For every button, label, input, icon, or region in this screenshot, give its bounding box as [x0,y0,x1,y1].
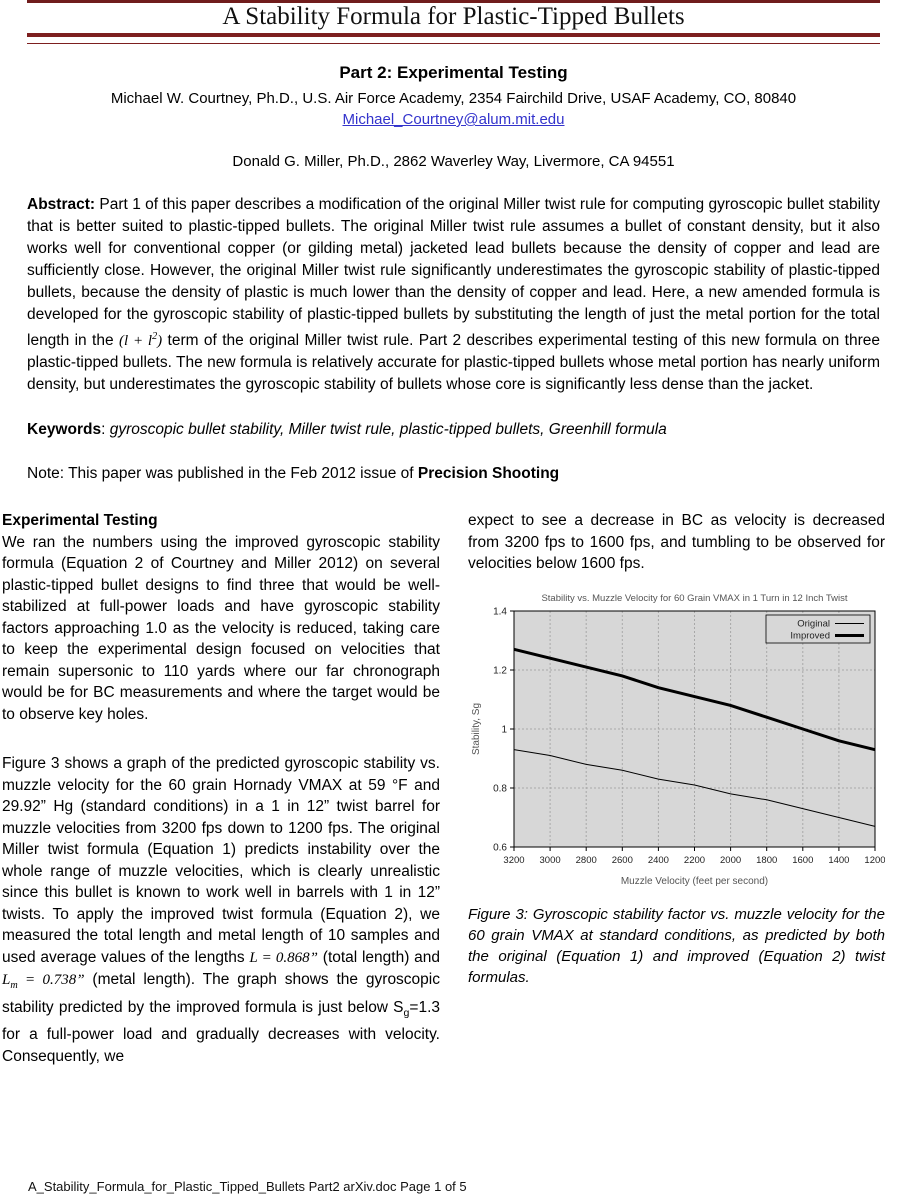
svg-text:1600: 1600 [792,854,814,866]
svg-text:1: 1 [501,724,507,735]
stability-chart-svg [468,589,885,891]
page-footer [28,1179,467,1194]
metal-length-value: $L_m = 0.738$” [2,972,85,991]
stability-chart [468,589,885,896]
keywords-line: Keywords: gyroscopic bullet stability, Miller twist rule, plastic-tipped bullets, Greenhill formula [27,421,667,438]
svg-text:Improved: Improved [790,630,830,641]
svg-text:1800: 1800 [756,854,778,866]
abstract-text-1: Part 1 of this paper describes a modification of the original Miller twist rule for computing gyroscopic bullet stability that is better suited to plastic-tipped bullets. The original Miller twist rule assumes a bullet of constant density, but it also works well for conventional copper (or gilding metal) jacketed lead bullets because the density of copper and lead are sufficiently close. However, the original Miller twist rule significantly underestimates the gyroscopic stability of plastic-tipped bullets, because the density of plastic is much lower than the density of copper and lead. Here, a new amended formula is developed for the gyroscopic stability of plastic-tipped bullets by substituting the length of just the metal portion for the total length in the [27,196,880,349]
left-paragraph-1: We ran the numbers using the improved gyroscopic stability formula (Equation 2 of Courtney and Miller 2012) on several plastic-tipped bullet designs to find three that would be well-stabilized at full-power loads and have gyroscopic stability factors approaching 1.0 as the velocity is reduced, taking care to keep the experimental design focused on velocities that remain supersonic to 110 yards where our far chronograph would be for BC measurements and where the target would be to observe key holes. [2,533,440,723]
svg-text:1.2: 1.2 [493,665,507,676]
figure-3-caption: Figure 3: Gyroscopic stability factor vs. muzzle velocity for the 60 grain VMAX at standard conditions, as predicted by both the original (Equation 1) and improved (Equation 2) twist formulas. [468,905,885,986]
abstract-paragraph [27,194,880,396]
svg-text:1200: 1200 [864,854,885,866]
svg-text:2800: 2800 [575,854,597,866]
keywords-label: Keywords [27,421,102,438]
publication-note: Note: This paper was published in the Feb 2012 issue of Precision Shooting [27,465,560,482]
svg-text:Muzzle Velocity (feet per seco: Muzzle Velocity (feet per second) [620,875,769,887]
svg-text:3000: 3000 [539,854,561,866]
title-bottom-rule-thick [27,33,880,37]
abstract-label: Abstract: [27,196,96,213]
paper-title: A Stability Formula for Plastic-Tipped Bullets [222,3,685,30]
paper-subtitle: Part 2: Experimental Testing [339,63,568,82]
svg-text:2000: 2000 [720,854,742,866]
publication-note-journal: Precision Shooting [417,465,560,482]
svg-text:0.8: 0.8 [493,783,507,794]
left-paragraph-2: Figure 3 shows a graph of the predicted gyroscopic stability vs. muzzle velocity for the 60 grain Hornady VMAX at 59 °F and 29.92” Hg (standard conditions) in a 1 in 12” twist barrel for muzzle velocities from 3200 fps down to 1200 fps. The original Miller twist formula (Equation 1) predicts instability over the whole range of muzzle velocities, which is clearly unrealistic since this bullet is known to work well in barrels with 1 in 12” twists. To apply the improved twist formula (Equation 2), we measured the total length and metal length of 10 samples and used average values of the lengths L = 0.868” (total length) and $L_m = 0.738$” (metal length). The graph shows the gyroscopic stability predicted by the improved formula is just below $S_g=1.3$ for a full-power load and gradually decreases with velocity. Consequently, we [2,755,440,1065]
total-length-value: L = 0.868” [249,949,319,966]
right-column [468,510,885,1067]
abstract-text-2: term of the original Miller twist rule. Part 2 describes experimental testing of this new formula on three plastic-tipped bullets. The new formula is relatively accurate for plastic-tipped bullets whose metal portion has nearly uniform density, but underestimates the gyroscopic stability of bullets whose core is significantly less dense than the jacket. [27,332,881,393]
svg-text:1400: 1400 [828,854,850,866]
svg-text:2600: 2600 [611,854,633,866]
section-heading-experimental-testing: Experimental Testing [2,512,158,529]
author-line-2: Donald G. Miller, Ph.D., 2862 Waverley Way, Livermore, CA 94551 [232,153,675,170]
email-line [0,111,907,128]
svg-text:1.4: 1.4 [493,606,507,617]
footer-filename: A_Stability_Formula_for_Plastic_Tipped_Bullets Part2 arXiv.doc [28,1179,397,1194]
svg-text:Stability, Sg: Stability, Sg [471,702,482,755]
footer-page-number: Page 1 of 5 [400,1179,467,1194]
figure-3 [468,589,885,988]
svg-text:Original: Original [797,618,830,629]
svg-text:3200: 3200 [503,854,525,866]
svg-text:0.6: 0.6 [493,842,507,853]
keywords-list: gyroscopic bullet stability, Miller twist rule, plastic-tipped bullets, Greenhill formula [109,421,667,438]
svg-text:2400: 2400 [647,854,669,866]
svg-text:Stability vs. Muzzle Velocity: Stability vs. Muzzle Velocity for 60 Grain VMAX in 1 Turn in 12 Inch Twist [541,592,848,604]
title-bottom-rule-thin [27,43,880,44]
abstract-inline-formula: $(l + l^2)$ [118,331,163,349]
email-link[interactable]: Michael_Courtney@alum.mit.edu [342,111,565,128]
author-line-1: Michael W. Courtney, Ph.D., U.S. Air Force Academy, 2354 Fairchild Drive, USAF Academy, CO, 80840 [110,90,797,107]
svg-text:2200: 2200 [683,854,706,866]
right-paragraph-1: expect to see a decrease in BC as velocity is decreased from 3200 fps to 1600 fps, and tumbling to be observed for velocities below 1600 fps. [468,512,885,572]
left-column [2,510,440,1067]
two-column-body [0,510,907,1067]
